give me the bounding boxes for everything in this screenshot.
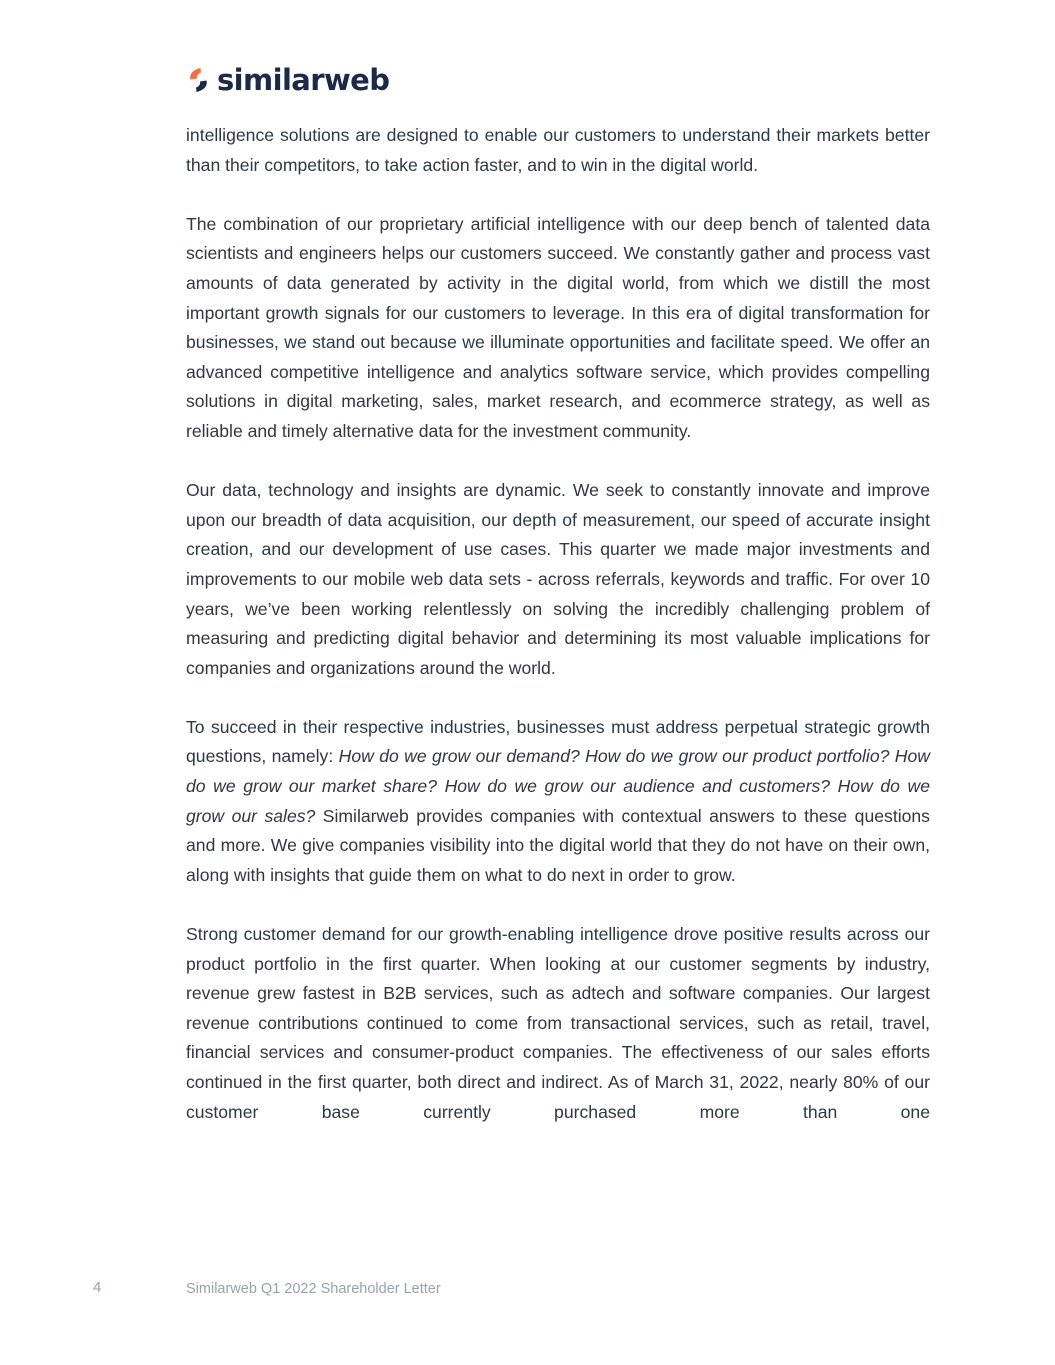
page-number: 4 — [93, 1279, 102, 1296]
paragraph-ai: The combination of our proprietary artificial intelligence with our deep bench of talented data scientists and engineers helps our customers succeed. We constantly gather and process vast amounts of data generated by activity in the digital world, from which we distill the most important growth signals for our customers to leverage. In this era of digital transformation for businesses, we stand out because we illuminate opportunities and facilitate speed. We offer an advanced competitive intelligence and analytics software service, which provides compelling solutions in digital marketing, sales, market research, and ecommerce strategy, as well as reliable and timely alternative data for the investment community. — [186, 213, 930, 441]
growth-questions-tail: Similarweb provides companies with contextual answers to these questions and more. We give companies visibility into the digital world that they do not have on their own, along with insights that guide them on what to do next in order to grow. — [186, 805, 930, 885]
paragraph-data-technology: Our data, technology and insights are dynamic. We seek to constantly innovate and improve upon our breadth of data acquisition, our depth of measurement, our speed of accurate insight creation, and our development of use cases. This quarter we made major investments and improvements to our mobile web data sets - across referrals, keywords and traffic. For over 10 years, we’ve been working relentlessly on solving the incredibly challenging problem of measuring and predicting digital behavior and determining its most valuable implications for companies and organizations around the world. — [186, 480, 930, 678]
growth-questions-lead: To succeed in their respective industries, businesses must address perpetual strategic growth questions, namely: — [186, 716, 930, 767]
paragraph-intro: intelligence solutions are designed to enable our customers to understand their markets better than their competitors, to take action faster, and to win in the digital world. — [186, 125, 930, 175]
company-logo — [186, 62, 389, 98]
growth-questions-italic: How do we grow our demand? How do we grow our product portfolio? How do we grow our market share? How do we grow our audience and customers? How do we grow our sales? — [186, 746, 930, 826]
similarweb-logo-icon — [186, 66, 211, 94]
letter-body — [186, 121, 930, 1127]
logo-wordmark: similarweb — [217, 63, 390, 97]
paragraph-customer-demand: Strong customer demand for our growth-enabling intelligence drove positive results across our product portfolio in the first quarter. When looking at our customer segments by industry, revenue grew fastest in B2B services, such as adtech and software companies. Our largest revenue contributions continued to come from transactional services, such as retail, travel, financial services and consumer-product companies. The effectiveness of our sales efforts continued in the first quarter, both direct and indirect. As of March 31, 2022, nearly 80% of our customer base currently purchased more than one — [186, 924, 930, 1122]
paragraph-growth-questions — [186, 713, 930, 891]
footer-document-title: Similarweb Q1 2022 Shareholder Letter — [186, 1281, 441, 1297]
